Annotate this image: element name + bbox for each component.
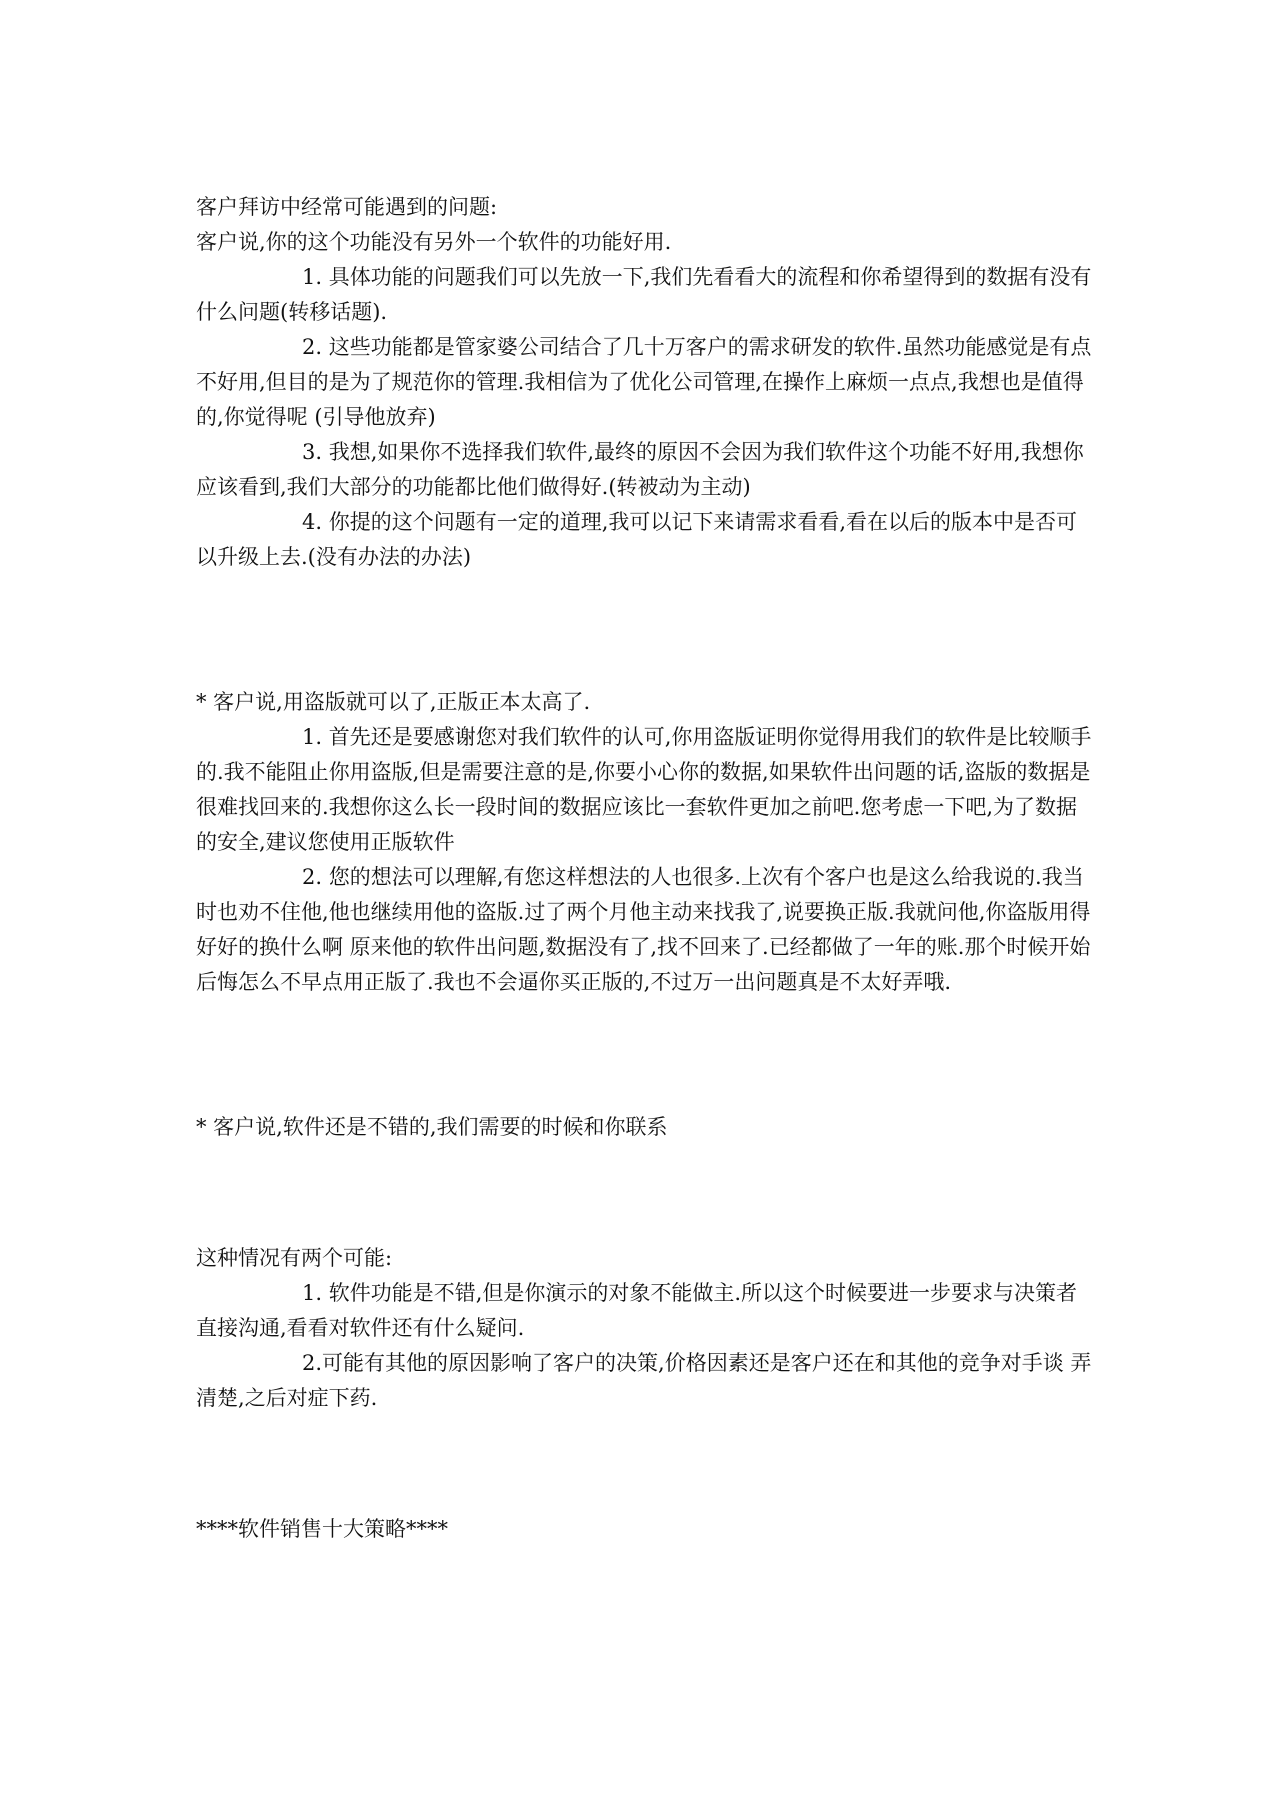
section1-item-2: 2. 这些功能都是管家婆公司结合了几十万客户的需求研发的软件.虽然功能感觉是有点不好用,但目的是为了规范你的管理.我相信为了优化公司管理,在操作上麻烦一点点,我想也是值得的,你觉得呢 (引导他放弃) <box>196 335 1092 429</box>
section3-intro: 这种情况有两个可能: <box>196 1246 393 1270</box>
section3-question: * 客户说,软件还是不错的,我们需要的时候和你联系 <box>196 1115 668 1139</box>
section3-item-1: 1. 软件功能是不错,但是你演示的对象不能做主.所以这个时候要进一步要求与决策者直接沟通,看看对软件还有什么疑问. <box>196 1281 1078 1340</box>
section1-heading: 客户拜访中经常可能遇到的问题: <box>196 195 498 219</box>
section1-item-1: 1. 具体功能的问题我们可以先放一下,我们先看看大的流程和你希望得到的数据有没有什么问题(转移话题). <box>196 265 1092 324</box>
section1-item-3: 3. 我想,如果你不选择我们软件,最终的原因不会因为我们软件这个功能不好用,我想你应该看到,我们大部分的功能都比他们做得好.(转被动为主动) <box>196 440 1084 499</box>
spacer <box>196 1416 1096 1512</box>
section2-question: * 客户说,用盗版就可以了,正版正本太高了. <box>196 690 591 714</box>
section1-item-4: 4. 你提的这个问题有一定的道理,我可以记下来请需求看看,看在以后的版本中是否可以升级上去.(没有办法的办法) <box>196 510 1078 569</box>
section2-item-1: 1. 首先还是要感谢您对我们软件的认可,你用盗版证明你觉得用我们的软件是比较顺手的.我不能阻止你用盗版,但是需要注意的是,你要小心你的数据,如果软件出问题的话,盗版的数据是很难找回来的.我想你这么长一段时间的数据应该比一套软件更加之前吧.您考虑一下吧,为了数据的安全,建议您使用正版软件 <box>196 725 1092 854</box>
section1-question: 客户说,你的这个功能没有另外一个软件的功能好用. <box>196 230 672 254</box>
spacer <box>196 1000 1096 1110</box>
spacer <box>196 1145 1096 1241</box>
section3-item-2: 2.可能有其他的原因影响了客户的决策,价格因素还是客户还在和其他的竞争对手谈 弄清楚,之后对症下药. <box>196 1351 1092 1410</box>
section2-item-2: 2. 您的想法可以理解,有您这样想法的人也很多.上次有个客户也是这么给我说的.我当时也劝不住他,他也继续用他的盗版.过了两个月他主动来找我了,说要换正版.我就问他,你盗版用得好好的换什么啊 原来他的软件出问题,数据没有了,找不回来了.已经都做了一年的账.那个时候开始后悔怎么不早点用正版了.我也不会逼你买正版的,不过万一出问题真是不太好弄哦. <box>196 865 1091 994</box>
document-page <box>196 190 1096 1547</box>
spacer <box>196 575 1096 685</box>
section4-heading: ****软件销售十大策略**** <box>196 1517 448 1541</box>
